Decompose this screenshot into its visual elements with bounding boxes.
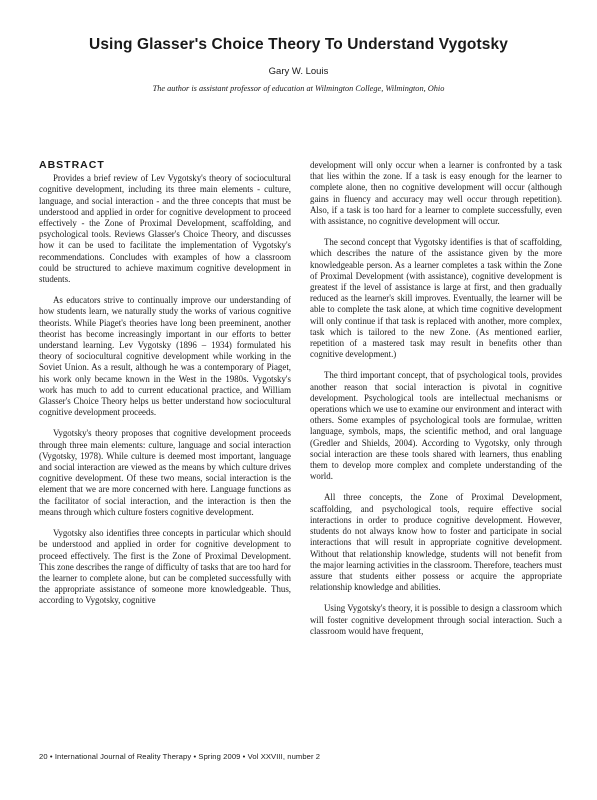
article-title: Using Glasser's Choice Theory To Understand Vygotsky [89,36,508,53]
body-paragraph: As educators strive to continually improve our understanding of how students learn, we naturally study the works of various cognitive theorists. While Piaget's theories have long been preeminent, another theorist has become increasingly important in our efforts to better understand learning. Lev Vygotsky (1896 – 1934) formulated his theory of sociocultural cognitive development while working in the Soviet Union. As a result, although he was a contemporary of Piaget, his work only became known in the West in the 1980s. Vygotsky's work has much to add to current educational practice, and William Glasser's Choice Theory helps us better understand how sociocultural cognitive development proceeds. [39,295,291,418]
abstract-paragraph: Provides a brief review of Lev Vygotsky's theory of sociocultural cognitive development, including its three main elements - culture, language, and social interaction - and the three concepts that must be understood and applied in order for cognitive development to proceed effectively - the Zone of Proximal Development, scaffolding, and psychological tools. Reviews Glasser's Choice Theory, and discusses how it can be used to facilitate the implementation of Vygotsky's recommendations. Concludes with examples of how a classroom could be structured to achieve maximum cognitive development in students. [39,173,291,285]
left-column [39,160,291,617]
page-footer: 20 • International Journal of Reality Therapy • Spring 2009 • Vol XXVIII, number 2 [39,752,321,761]
author-name: Gary W. Louis [268,66,329,77]
right-column [310,160,562,647]
body-paragraph: Using Vygotsky's theory, it is possible to design a classroom which will foster cognitive development through social interaction. Such a classroom would have frequent, [310,603,562,636]
author-affiliation: The author is assistant professor of education at Wilmington College, Wilmington, Ohio [152,84,445,93]
body-paragraph: The third important concept, that of psychological tools, provides another reason that social interaction is pivotal in cognitive development. Psychological tools are intellectual mechanisms or operations which we use to examine our environment and interact with others. Some examples of psychological tools are formulae, written language, symbols, maps, the scientific method, and oral language (Gredler and Shields, 2004). According to Vygotsky, only through social interaction are these tools shared with learners, thus enabling them to develop more complex and complete understanding of the world. [310,370,562,482]
body-paragraph: The second concept that Vygotsky identifies is that of scaffolding, which describes the nature of the assistance given by the more knowledgeable person. As a learner completes a task within the Zone of Proximal Development (with assistance), cognitive development is greatest if the level of assistance is large at first, and then gradually reduced as the learner's skill improves. Eventually, the learner will be able to complete the task alone, at which time cognitive development will only continue if that task is replaced with another, more complex, task which is tailored to the new Zone. (As mentioned earlier, repetition of a mastered task may result in benefits other than cognitive development.) [310,237,562,360]
abstract-heading: ABSTRACT [39,159,105,171]
body-paragraph: Vygotsky's theory proposes that cognitive development proceeds through three main elements: culture, language and social interaction (Vygotsky, 1978). While culture is deemed most important, language and social interaction are viewed as the means by which culture drives cognitive development. Of these two means, social interaction is the element that we are more concerned with here. Language functions as the facilitator of social interaction, and the interaction is then the means through which culture fosters cognitive development. [39,428,291,517]
body-paragraph: All three concepts, the Zone of Proximal Development, scaffolding, and psychological tools, require effective social interactions in order to produce cognitive development. However, students do not always know how to foster and participate in social interactions that will result in appropriate cognitive development. Without that relationship knowledge, students will not benefit from the major learning activities in the classroom. Therefore, teachers must assure that students either possess or acquire the appropriate relationship knowledge and abilities. [310,492,562,593]
body-paragraph: development will only occur when a learner is confronted by a task that lies within the zone. If a task is easy enough for the learner to complete alone, then no cognitive development will occur (although gains in fluency and accuracy may well occur through repetition). Also, if a task is too hard for a learner to complete successfully, even with assistance, no cognitive development will occur. [310,160,562,227]
body-paragraph: Vygotsky also identifies three concepts in particular which should be understood and applied in order for cognitive development to proceed effectively. The first is the Zone of Proximal Development. This zone describes the range of difficulty of tasks that are too hard for the learner to complete alone, but can be completed successfully with the appropriate assistance of someone more knowledgeable. Thus, according to Vygotsky, cognitive [39,528,291,606]
